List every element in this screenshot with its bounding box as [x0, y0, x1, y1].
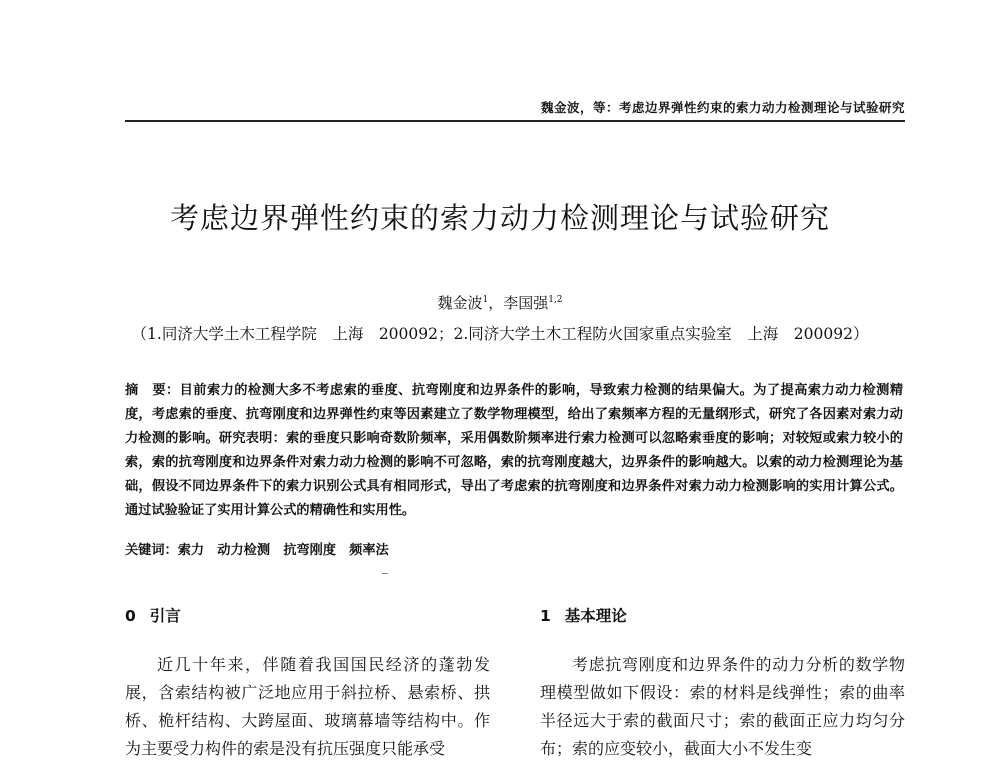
running-header: 魏金波，等：考虑边界弹性约束的索力动力检测理论与试验研究 [540, 100, 905, 115]
affiliation: （1.同济大学土木工程学院 上海 200092；2.同济大学土木工程防火国家重点实验室 上海 200092） [131, 325, 869, 343]
section-number: 0 [125, 607, 136, 625]
author-affiliation-mark: 1 [482, 295, 489, 305]
author-separator: ， [488, 294, 504, 312]
keywords-text: 索力 动力检测 抗弯刚度 频率法 [177, 543, 389, 558]
paper-title: 考虑边界弹性约束的索力动力检测理论与试验研究 [169, 201, 830, 235]
section-body: 近几十年来，伴随着我国国民经济的蓬勃发展，含索结构被广泛地应用于斜拉桥、悬索桥、拱桥、桅杆结构、大跨屋面、玻璃幕墙等结构中。作为主要受力构件的索是没有抗压强度只能承受 [125, 655, 490, 758]
abstract-label: 摘 要： [125, 383, 180, 398]
authors [0, 292, 1000, 313]
column-left [125, 604, 490, 763]
keywords [125, 539, 903, 558]
column-right [540, 604, 905, 763]
section-number: 1 [540, 607, 551, 625]
section-title: 基本理论 [564, 607, 627, 625]
scan-mark [382, 573, 388, 574]
author-name: 李国强 [503, 294, 549, 312]
abstract [125, 379, 903, 523]
section-heading [125, 604, 490, 626]
section-body: 考虑抗弯刚度和边界条件的动力分析的数学物理模型做如下假设：索的材料是线弹性；索的曲率半径远大于索的截面尺寸；索的截面正应力均匀分布；索的应变较小，截面大小不发生变 [540, 655, 905, 758]
keywords-label: 关键词： [125, 543, 178, 558]
abstract-text: 目前索力的检测大多不考虑索的垂度、抗弯刚度和边界条件的影响，导致索力检测的结果偏大。为了提高索力动力检测精度，考虑索的垂度、抗弯刚度和边界弹性约束等因素建立了数学物理模型，给出了索频率方程的无量纲形式，研究了各因素对索力动力检测的影响。研究表明：索的垂度只影响奇数阶频率，采用偶数阶频率进行索力检测可以忽略索垂度的影响；对较短或索力较小的索，索的抗弯刚度和边界条件对索力动力检测的影响不可忽略，索的抗弯刚度越大，边界条件的影响越大。以索的动力检测理论为基础，假设不同边界条件下的索力识别公式具有相同形式，导出了考虑索的抗弯刚度和边界条件对索力动力检测影响的实用计算公式。通过试验验证了实用计算公式的精确性和实用性。 [125, 383, 904, 518]
author-name: 魏金波 [437, 294, 483, 312]
section-title: 引言 [149, 607, 181, 625]
author-affiliation-mark: 1,2 [548, 295, 563, 305]
header-rule [125, 120, 905, 122]
section-heading [540, 604, 905, 626]
